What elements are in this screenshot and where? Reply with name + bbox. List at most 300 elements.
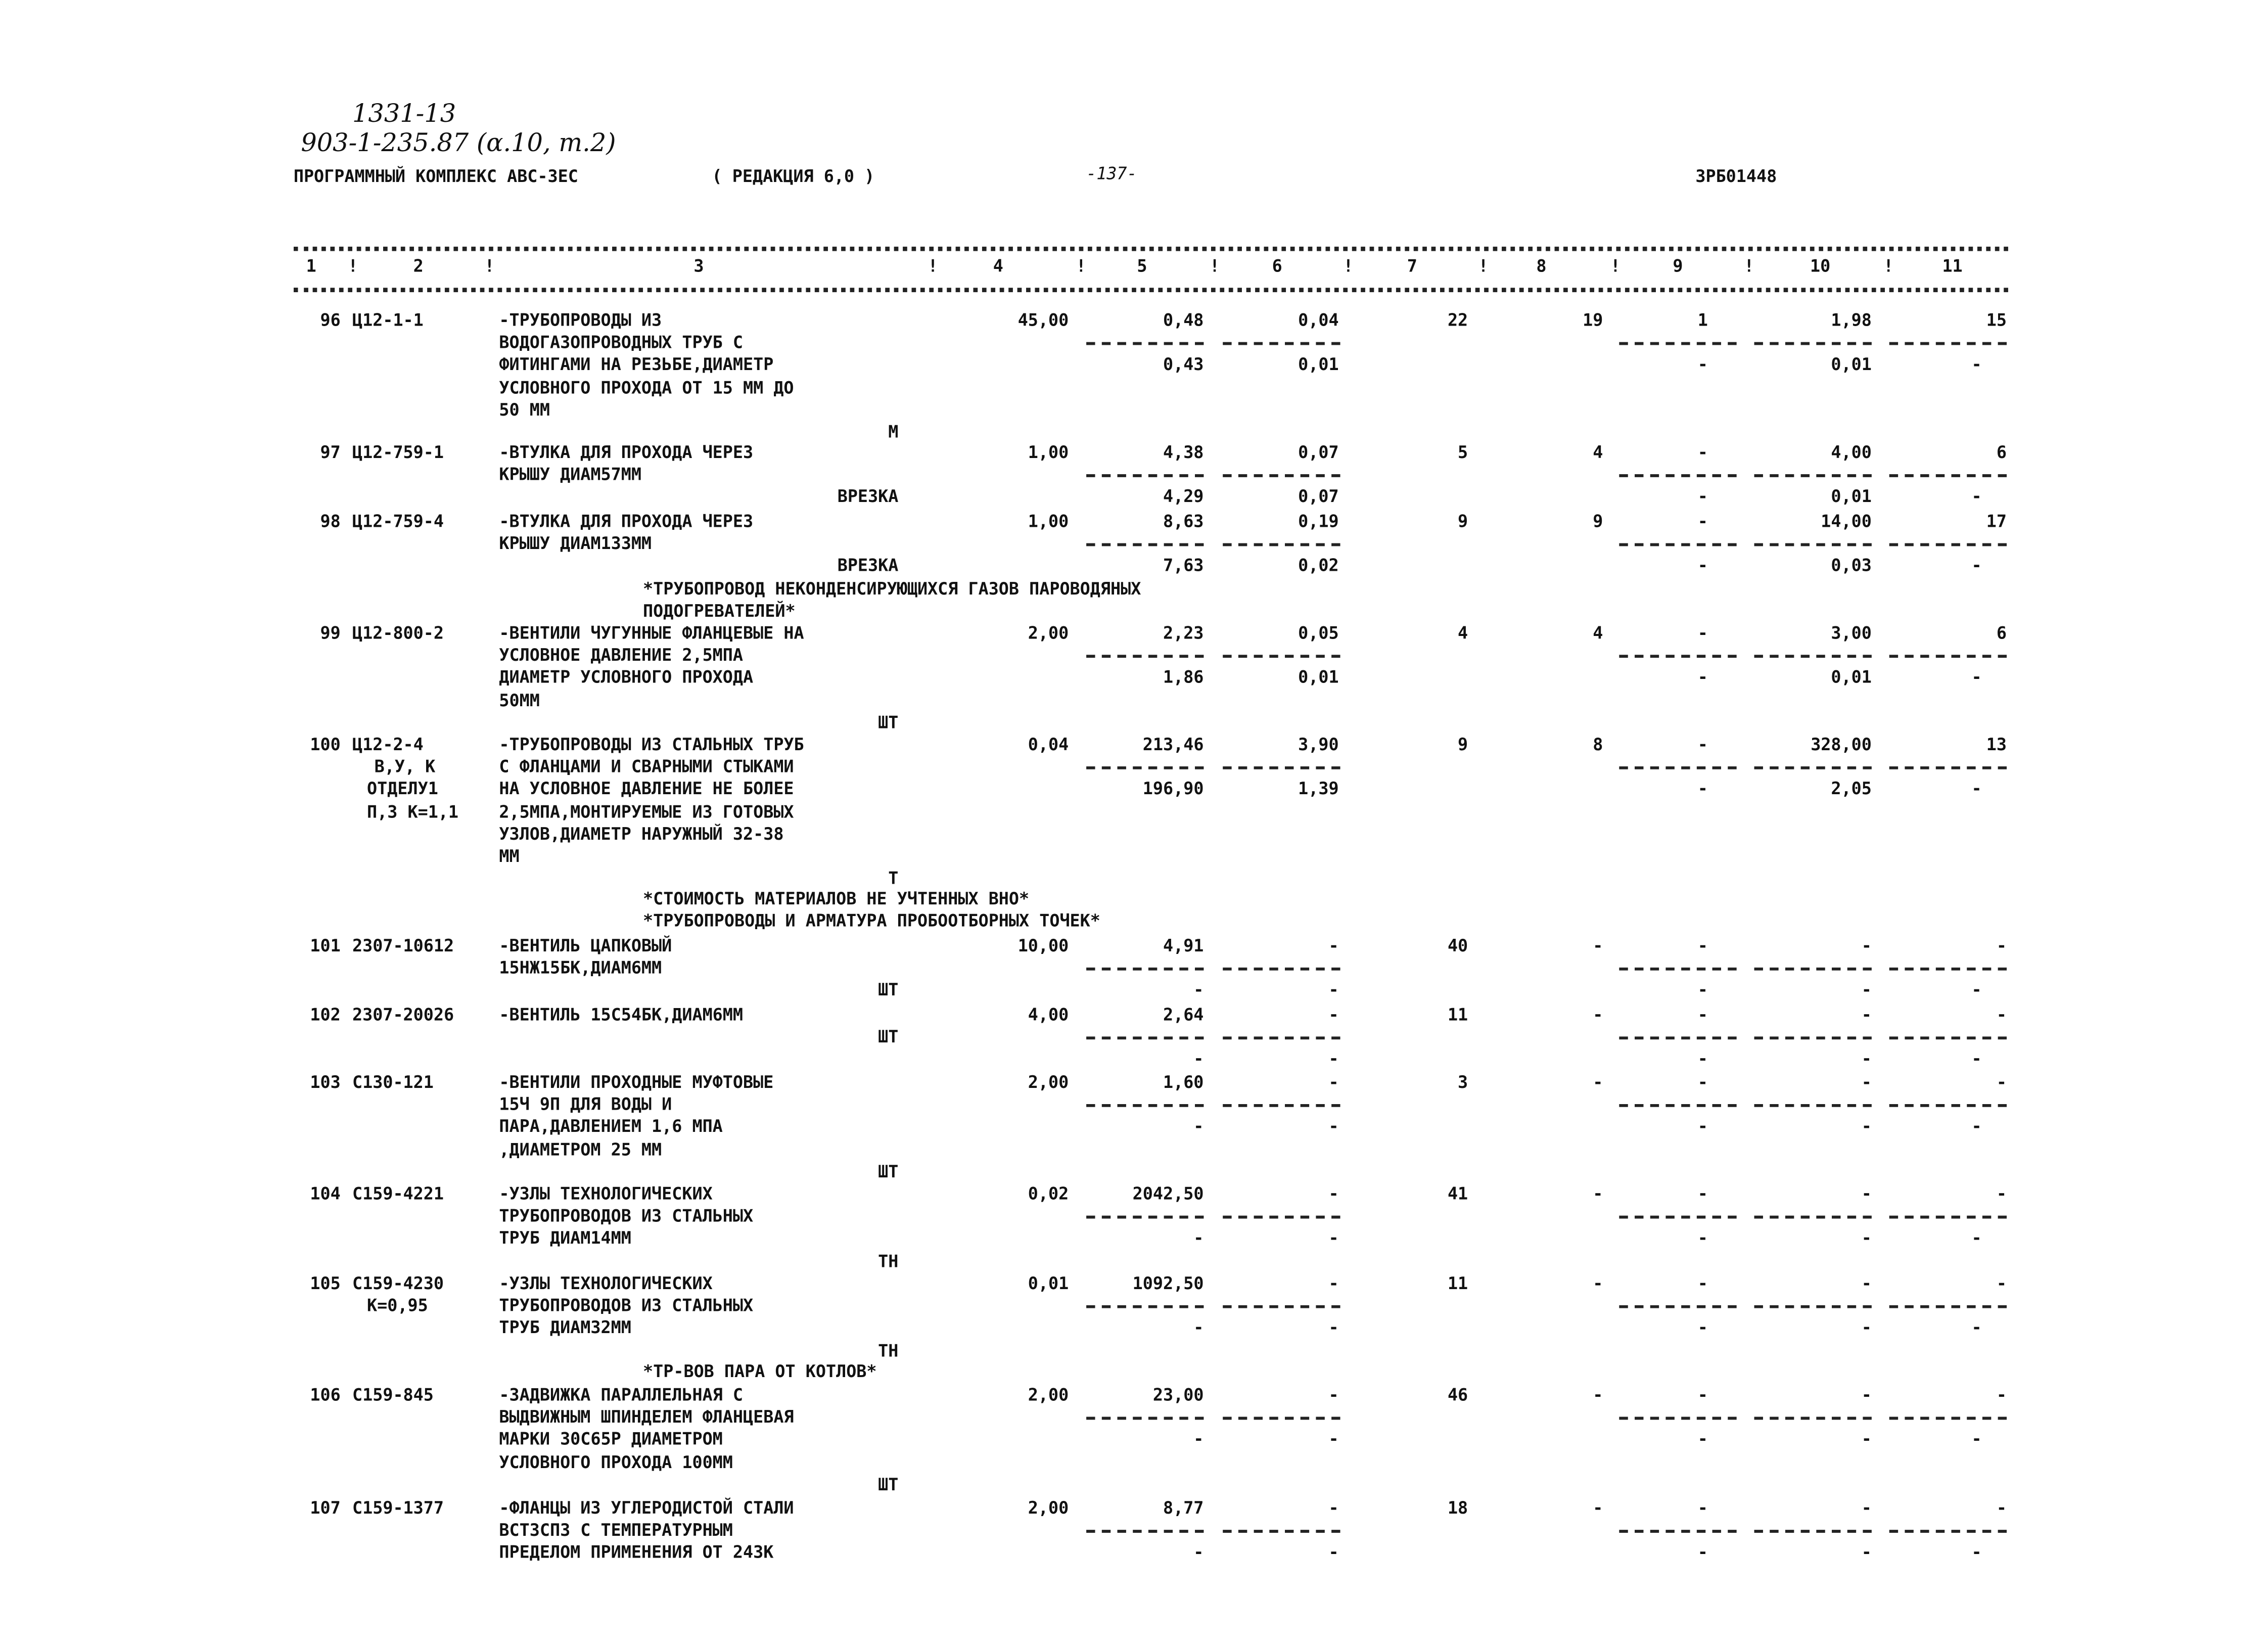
- col8-value: 19: [1583, 309, 1603, 331]
- document-code: ЗРБ01448: [1695, 166, 1777, 187]
- col10-value: 1,98: [1831, 309, 1872, 331]
- row-description: -УЗЛЫ ТЕХНОЛОГИЧЕСКИХ: [499, 1183, 713, 1204]
- col7-value: 4: [1458, 622, 1468, 644]
- divider: [1889, 1417, 2007, 1420]
- col7-value: 11: [1447, 1004, 1468, 1025]
- row-description: ПАРА,ДАВЛЕНИЕМ 1,6 МПА: [499, 1116, 723, 1137]
- col11-sub: -: [1971, 354, 1982, 375]
- row-code: С159-4230: [352, 1272, 444, 1294]
- cost-wages: -: [1193, 980, 1204, 1000]
- row-description: ТРУБ ДИАМ32ММ: [499, 1317, 631, 1338]
- cost-machines-wages: -: [1328, 1429, 1339, 1450]
- column-header-3: 3: [693, 255, 704, 276]
- col7-value: 3: [1458, 1072, 1468, 1092]
- col9-value: -: [1697, 1272, 1708, 1294]
- divider: [1754, 1105, 1872, 1108]
- col9-value: 1: [1697, 309, 1708, 331]
- cost-machines: -: [1328, 1497, 1339, 1518]
- col9-value: -: [1697, 1004, 1708, 1025]
- row-description: НА УСЛОВНОЕ ДАВЛЕНИЕ НЕ БОЛЕЕ: [499, 779, 794, 800]
- divider: [1619, 655, 1736, 658]
- row-code: С159-1377: [352, 1497, 444, 1518]
- col10-value: -: [1861, 1183, 1872, 1204]
- row-number: 104: [310, 1183, 341, 1204]
- divider: [1754, 475, 1872, 478]
- col11-sub: -: [1971, 1228, 1982, 1249]
- row-description: ТРУБОПРОВОДОВ ИЗ СТАЛЬНЫХ: [499, 1205, 754, 1226]
- col10-sub: -: [1861, 1542, 1872, 1563]
- cost-total: 1,60: [1163, 1072, 1204, 1092]
- row-description: УЗЛОВ,ДИАМЕТР НАРУЖНЫЙ 32-38: [499, 823, 784, 844]
- cost-total: 8,63: [1163, 511, 1204, 532]
- col10-value: -: [1861, 1272, 1872, 1294]
- row-quantity: 45,00: [1017, 309, 1069, 331]
- col11-sub: -: [1971, 980, 1982, 1000]
- row-unit: ШТ: [878, 980, 899, 1000]
- col11-sub: -: [1971, 1048, 1982, 1070]
- col10-sub: -: [1861, 1228, 1872, 1249]
- row-quantity: 2,00: [1028, 622, 1069, 644]
- handwritten-number: 1331-13: [352, 100, 456, 129]
- divider: [1223, 475, 1340, 478]
- col9-sub: -: [1697, 486, 1708, 508]
- cost-machines-wages: -: [1328, 1542, 1339, 1563]
- row-code: П,3 К=1,1: [367, 801, 459, 822]
- cost-wages: -: [1193, 1116, 1204, 1137]
- divider: [1754, 655, 1872, 658]
- divider: [1086, 767, 1204, 770]
- column-header-8: 8: [1536, 255, 1547, 276]
- divider: [1889, 767, 2007, 770]
- divider: [1754, 1305, 1872, 1308]
- divider: [1889, 475, 2007, 478]
- row-description: ДИАМЕТР УСЛОВНОГО ПРОХОДА: [499, 667, 754, 688]
- cost-machines: -: [1328, 1183, 1339, 1204]
- col11-value: 6: [1996, 622, 2007, 644]
- row-unit: Т: [888, 868, 899, 889]
- col9-sub: -: [1697, 1542, 1708, 1563]
- col10-value: 3,00: [1831, 622, 1872, 644]
- col10-sub: 0,01: [1831, 354, 1872, 375]
- divider: [1889, 342, 2007, 345]
- divider: [1619, 1105, 1736, 1108]
- col8-value: -: [1593, 1497, 1603, 1518]
- col10-value: 4,00: [1831, 442, 1872, 463]
- row-description: -ВТУЛКА ДЛЯ ПРОХОДА ЧЕРЕЗ: [499, 442, 754, 463]
- row-description: УСЛОВНОЕ ДАВЛЕНИЕ 2,5МПА: [499, 645, 744, 666]
- divider: [1223, 543, 1340, 546]
- divider: [1754, 1530, 1872, 1533]
- cost-machines-wages: 0,01: [1298, 667, 1339, 688]
- row-description: -ВТУЛКА ДЛЯ ПРОХОДА ЧЕРЕЗ: [499, 511, 754, 532]
- row-description: -ЗАДВИЖКА ПАРАЛЛЕЛЬНАЯ С: [499, 1384, 744, 1405]
- divider: [1086, 1105, 1204, 1108]
- col7-value: 5: [1458, 442, 1468, 463]
- divider: [1889, 655, 2007, 658]
- col8-value: 4: [1593, 442, 1603, 463]
- row-description: ВСТ3СП3 С ТЕМПЕРАТУРНЫМ: [499, 1520, 733, 1541]
- divider: [1754, 968, 1872, 971]
- row-unit: М: [888, 421, 899, 442]
- divider: [1223, 1037, 1340, 1040]
- row-code: С130-121: [352, 1072, 434, 1092]
- column-separator: !: [1210, 255, 1220, 276]
- row-code: В,У, К: [374, 756, 436, 777]
- row-number: 97: [320, 442, 341, 463]
- col11-sub: -: [1971, 667, 1982, 688]
- col7-value: 9: [1458, 734, 1468, 755]
- cost-wages: 0,43: [1163, 354, 1204, 375]
- divider: [1223, 968, 1340, 971]
- cost-wages: 1,86: [1163, 667, 1204, 688]
- column-header-9: 9: [1673, 255, 1683, 276]
- divider: [1754, 1417, 1872, 1420]
- col10-sub: -: [1861, 1317, 1872, 1338]
- row-code: Ц12-759-4: [352, 511, 444, 532]
- col7-value: 46: [1447, 1384, 1468, 1405]
- divider: [1754, 1216, 1872, 1219]
- row-code: С159-845: [352, 1384, 434, 1405]
- col7-value: 18: [1447, 1497, 1468, 1518]
- row-description: ПРЕДЕЛОМ ПРИМЕНЕНИЯ ОТ 243К: [499, 1542, 774, 1563]
- row-description: -ВЕНТИЛЬ 15С54БК,ДИАМ6ММ: [499, 1004, 744, 1025]
- column-header-7: 7: [1407, 255, 1417, 276]
- cost-total: 2,23: [1163, 622, 1204, 644]
- row-number: 100: [310, 734, 341, 755]
- col9-sub: -: [1697, 1048, 1708, 1070]
- row-description: 2,5МПА,МОНТИРУЕМЫЕ ИЗ ГОТОВЫХ: [499, 801, 794, 822]
- divider: [1223, 1216, 1340, 1219]
- program-name: ПРОГРАММНЫЙ КОМПЛЕКС АВС-ЗЕС: [293, 166, 578, 187]
- cost-machines: 0,07: [1298, 442, 1339, 463]
- divider: [1086, 342, 1204, 345]
- cost-wages: -: [1193, 1317, 1204, 1338]
- col11-sub: -: [1971, 555, 1982, 576]
- col10-sub: 0,03: [1831, 555, 1872, 576]
- col9-value: -: [1697, 1497, 1708, 1518]
- col11-sub: -: [1971, 1116, 1982, 1137]
- row-description: МАРКИ 30С65Р ДИАМЕТРОМ: [499, 1429, 723, 1450]
- header-bottom-border: [294, 288, 2008, 292]
- row-description: ВОДОГАЗОПРОВОДНЫХ ТРУБ С: [499, 332, 744, 353]
- row-description: ВЫДВИЖНЫМ ШПИНДЕЛЕМ ФЛАНЦЕВАЯ: [499, 1406, 794, 1428]
- row-description: -УЗЛЫ ТЕХНОЛОГИЧЕСКИХ: [499, 1272, 713, 1294]
- cost-total: 2,64: [1163, 1004, 1204, 1025]
- col7-value: 41: [1447, 1183, 1468, 1204]
- row-code: 2307-10612: [352, 935, 454, 956]
- cost-total: 2042,50: [1132, 1183, 1204, 1204]
- row-code: Ц12-2-4: [352, 734, 424, 755]
- row-number: 106: [310, 1384, 341, 1405]
- divider: [1086, 475, 1204, 478]
- cost-total: 0,48: [1163, 309, 1204, 331]
- col11-value: -: [1996, 1072, 2007, 1092]
- table-top-border: [294, 247, 2008, 251]
- col7-value: 40: [1447, 935, 1468, 956]
- col9-sub: -: [1697, 354, 1708, 375]
- row-code: Ц12-1-1: [352, 309, 424, 331]
- row-description: С ФЛАНЦАМИ И СВАРНЫМИ СТЫКАМИ: [499, 756, 794, 777]
- row-quantity: 10,00: [1017, 935, 1069, 956]
- row-code: С159-4221: [352, 1183, 444, 1204]
- cost-machines-wages: -: [1328, 1317, 1339, 1338]
- section-heading: *ТРУБОПРОВОД НЕКОНДЕНСИРУЮЩИХСЯ ГАЗОВ ПАРОВОДЯНЫХ: [643, 578, 1141, 599]
- cost-wages: 4,29: [1163, 486, 1204, 508]
- divider: [1619, 767, 1736, 770]
- column-separator: !: [928, 255, 938, 276]
- cost-total: 23,00: [1152, 1384, 1204, 1405]
- row-quantity: 1,00: [1028, 511, 1069, 532]
- column-header-5: 5: [1137, 255, 1147, 276]
- row-description: -ФЛАНЦЫ ИЗ УГЛЕРОДИСТОЙ СТАЛИ: [499, 1497, 794, 1518]
- col8-value: -: [1593, 1072, 1603, 1092]
- col10-value: -: [1861, 935, 1872, 956]
- row-description: УСЛОВНОГО ПРОХОДА 100ММ: [499, 1451, 733, 1472]
- row-quantity: 2,00: [1028, 1384, 1069, 1405]
- divider: [1619, 1530, 1736, 1533]
- column-header-6: 6: [1272, 255, 1282, 276]
- col9-sub: -: [1697, 1228, 1708, 1249]
- section-heading: *СТОИМОСТЬ МАТЕРИАЛОВ НЕ УЧТЕННЫХ ВНО*: [643, 888, 1030, 909]
- section-heading: *ТР-ВОВ ПАРА ОТ КОТЛОВ*: [643, 1361, 877, 1382]
- row-description: -ВЕНТИЛИ ЧУГУННЫЕ ФЛАНЦЕВЫЕ НА: [499, 622, 804, 644]
- col11-value: 13: [1986, 734, 2007, 755]
- cost-machines: 0,05: [1298, 622, 1339, 644]
- divider: [1619, 543, 1736, 546]
- col9-sub: -: [1697, 779, 1708, 800]
- divider: [1889, 1037, 2007, 1040]
- cost-machines: 3,90: [1298, 734, 1339, 755]
- row-number: 99: [320, 622, 341, 644]
- row-description: 15Ч 9П ДЛЯ ВОДЫ И: [499, 1094, 672, 1115]
- row-description: 50 ММ: [499, 399, 550, 420]
- cost-machines-wages: 0,07: [1298, 486, 1339, 508]
- divider: [1619, 1417, 1736, 1420]
- divider: [1223, 1105, 1340, 1108]
- cost-total: 213,46: [1142, 734, 1204, 755]
- row-description: ММ: [499, 845, 520, 866]
- row-description: КРЫШУ ДИАМ57ММ: [499, 464, 641, 485]
- row-unit: ШТ: [878, 1474, 899, 1494]
- col10-value: 14,00: [1821, 511, 1872, 532]
- col11-value: 6: [1996, 442, 2007, 463]
- column-separator: !: [348, 255, 358, 276]
- divider: [1086, 1216, 1204, 1219]
- col9-value: -: [1697, 935, 1708, 956]
- section-heading: ПОДОГРЕВАТЕЛЕЙ*: [643, 601, 796, 622]
- divider: [1223, 1530, 1340, 1533]
- col11-value: -: [1996, 1004, 2007, 1025]
- divider: [1754, 767, 1872, 770]
- cost-machines: -: [1328, 935, 1339, 956]
- col9-sub: -: [1697, 1429, 1708, 1450]
- col9-value: -: [1697, 1072, 1708, 1092]
- divider: [1086, 968, 1204, 971]
- col7-value: 9: [1458, 511, 1468, 532]
- col11-value: 17: [1986, 511, 2007, 532]
- row-number: 96: [320, 309, 341, 331]
- col9-sub: -: [1697, 1116, 1708, 1137]
- col9-value: -: [1697, 622, 1708, 644]
- divider: [1086, 543, 1204, 546]
- cost-machines: -: [1328, 1072, 1339, 1092]
- col8-value: 8: [1593, 734, 1603, 755]
- cost-machines-wages: -: [1328, 1228, 1339, 1249]
- row-unit: ВРЕЗКА: [837, 555, 899, 576]
- row-unit: ТН: [878, 1340, 899, 1361]
- divider: [1889, 968, 2007, 971]
- column-separator: !: [1343, 255, 1354, 276]
- row-description: ,ДИАМЕТРОМ 25 ММ: [499, 1138, 662, 1160]
- col8-value: 4: [1593, 622, 1603, 644]
- divider: [1086, 1305, 1204, 1308]
- col9-sub: -: [1697, 980, 1708, 1000]
- col11-sub: -: [1971, 779, 1982, 800]
- col10-value: -: [1861, 1004, 1872, 1025]
- divider: [1086, 655, 1204, 658]
- divider: [1619, 1216, 1736, 1219]
- divider: [1223, 342, 1340, 345]
- row-quantity: 1,00: [1028, 442, 1069, 463]
- col11-value: -: [1996, 1272, 2007, 1294]
- column-separator: !: [1744, 255, 1754, 276]
- cost-wages: -: [1193, 1542, 1204, 1563]
- cost-machines-wages: -: [1328, 1048, 1339, 1070]
- cost-machines-wages: 1,39: [1298, 779, 1339, 800]
- col9-sub: -: [1697, 1317, 1708, 1338]
- col8-value: -: [1593, 1183, 1603, 1204]
- col10-sub: 2,05: [1831, 779, 1872, 800]
- row-quantity: 4,00: [1028, 1004, 1069, 1025]
- col11-value: -: [1996, 1497, 2007, 1518]
- divider: [1754, 1037, 1872, 1040]
- cost-machines: -: [1328, 1272, 1339, 1294]
- row-unit: ШТ: [878, 1026, 899, 1047]
- cost-wages: -: [1193, 1429, 1204, 1450]
- col11-value: 15: [1986, 309, 2007, 331]
- divider: [1889, 1305, 2007, 1308]
- column-separator: !: [1883, 255, 1894, 276]
- col8-value: 9: [1593, 511, 1603, 532]
- column-header-1: 1: [306, 255, 316, 276]
- divider: [1619, 475, 1736, 478]
- column-header-2: 2: [413, 255, 424, 276]
- row-quantity: 2,00: [1028, 1497, 1069, 1518]
- col8-value: -: [1593, 1272, 1603, 1294]
- divider: [1619, 1305, 1736, 1308]
- divider: [1086, 1417, 1204, 1420]
- row-quantity: 2,00: [1028, 1072, 1069, 1092]
- divider: [1889, 1530, 2007, 1533]
- handwritten-reference: 903-1-235.87 (α.10, т.2): [301, 129, 616, 159]
- row-number: 107: [310, 1497, 341, 1518]
- col11-value: -: [1996, 935, 2007, 956]
- col11-sub: -: [1971, 486, 1982, 508]
- col10-sub: -: [1861, 1048, 1872, 1070]
- row-quantity: 0,04: [1028, 734, 1069, 755]
- divider: [1889, 1105, 2007, 1108]
- divider: [1619, 968, 1736, 971]
- row-code: Ц12-800-2: [352, 622, 444, 644]
- col10-value: -: [1861, 1497, 1872, 1518]
- column-separator: !: [484, 255, 495, 276]
- row-code: ОТДЕЛУ1: [367, 779, 438, 800]
- row-number: 102: [310, 1004, 341, 1025]
- col10-value: 328,00: [1811, 734, 1872, 755]
- col9-value: -: [1697, 1384, 1708, 1405]
- row-unit: ТН: [878, 1250, 899, 1271]
- row-description: ФИТИНГАМИ НА РЕЗЬБЕ,ДИАМЕТР: [499, 354, 774, 375]
- row-number: 103: [310, 1072, 341, 1092]
- divider: [1086, 1037, 1204, 1040]
- row-description: ТРУБОПРОВОДОВ ИЗ СТАЛЬНЫХ: [499, 1295, 754, 1316]
- col11-sub: -: [1971, 1542, 1982, 1563]
- cost-total: 4,91: [1163, 935, 1204, 956]
- cost-total: 4,38: [1163, 442, 1204, 463]
- cost-machines-wages: -: [1328, 980, 1339, 1000]
- col10-sub: -: [1861, 1116, 1872, 1137]
- divider: [1223, 1305, 1340, 1308]
- row-unit: ШТ: [878, 711, 899, 733]
- row-description: -ВЕНТИЛИ ПРОХОДНЫЕ МУФТОВЫЕ: [499, 1072, 774, 1092]
- column-header-10: 10: [1810, 255, 1831, 276]
- row-description: -ТРУБОПРОВОДЫ ИЗ: [499, 309, 662, 331]
- col7-value: 11: [1447, 1272, 1468, 1294]
- cost-machines: -: [1328, 1384, 1339, 1405]
- divider: [1754, 543, 1872, 546]
- row-number: 101: [310, 935, 341, 956]
- cost-machines: -: [1328, 1004, 1339, 1025]
- col9-value: -: [1697, 511, 1708, 532]
- cost-machines-wages: 0,02: [1298, 555, 1339, 576]
- row-unit: ВРЕЗКА: [837, 486, 899, 508]
- row-description: КРЫШУ ДИАМ133ММ: [499, 533, 652, 554]
- col10-value: -: [1861, 1072, 1872, 1092]
- divider: [1223, 655, 1340, 658]
- cost-machines-wages: 0,01: [1298, 354, 1339, 375]
- col11-value: -: [1996, 1183, 2007, 1204]
- row-code: Ц12-759-1: [352, 442, 444, 463]
- divider: [1754, 342, 1872, 345]
- row-code: 2307-20026: [352, 1004, 454, 1025]
- row-unit: ШТ: [878, 1161, 899, 1182]
- cost-total: 1092,50: [1132, 1272, 1204, 1294]
- col9-value: -: [1697, 734, 1708, 755]
- col10-sub: 0,01: [1831, 486, 1872, 508]
- page-number: -137-: [1086, 163, 1137, 184]
- row-description: УСЛОВНОГО ПРОХОДА ОТ 15 ММ ДО: [499, 377, 794, 397]
- col11-sub: -: [1971, 1429, 1982, 1450]
- divider: [1086, 1530, 1204, 1533]
- cost-machines: 0,04: [1298, 309, 1339, 331]
- column-separator: !: [1076, 255, 1086, 276]
- divider: [1889, 543, 2007, 546]
- divider: [1619, 342, 1736, 345]
- row-number: 105: [310, 1272, 341, 1294]
- col8-value: -: [1593, 935, 1603, 956]
- row-description: 50ММ: [499, 689, 540, 710]
- col8-value: -: [1593, 1004, 1603, 1025]
- cost-machines-wages: -: [1328, 1116, 1339, 1137]
- col7-value: 22: [1447, 309, 1468, 331]
- row-description: ТРУБ ДИАМ14ММ: [499, 1228, 631, 1249]
- row-description: -ВЕНТИЛЬ ЦАПКОВЫЙ: [499, 935, 672, 956]
- row-description: -ТРУБОПРОВОДЫ ИЗ СТАЛЬНЫХ ТРУБ: [499, 734, 804, 755]
- cost-wages: -: [1193, 1048, 1204, 1070]
- row-description: 15НЖ15БК,ДИАМ6ММ: [499, 957, 662, 978]
- cost-wages: 196,90: [1142, 779, 1204, 800]
- column-separator: !: [1610, 255, 1621, 276]
